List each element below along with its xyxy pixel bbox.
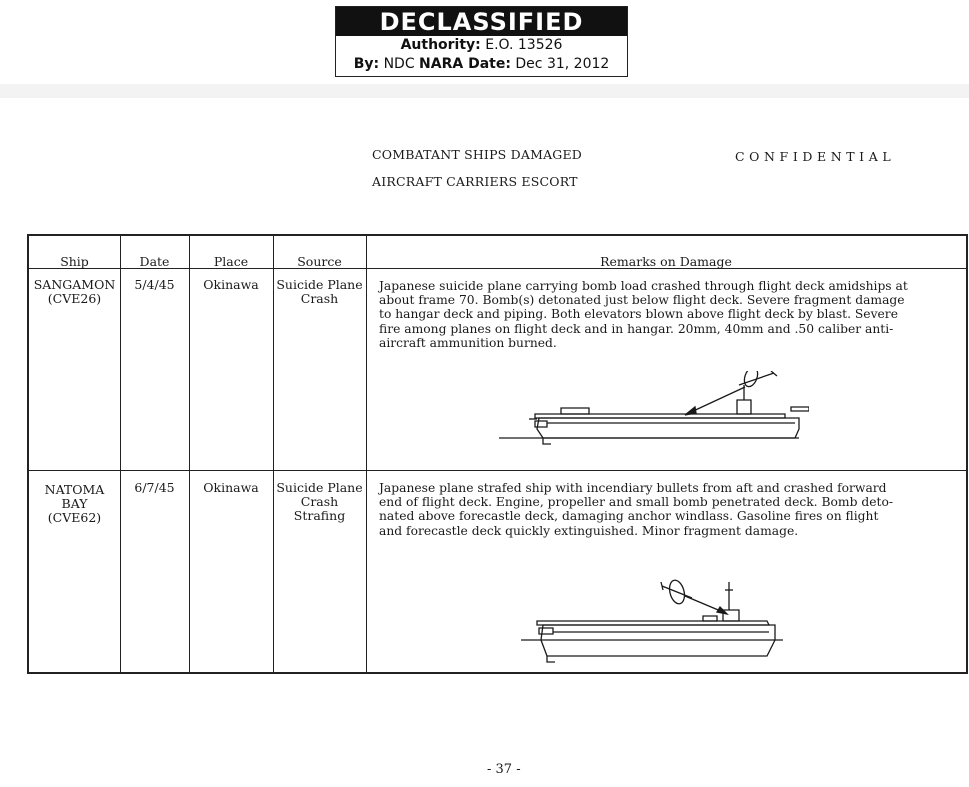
table-row-1-source <box>273 278 366 306</box>
source-line: Crash <box>300 291 339 306</box>
remarks-line: Japanese suicide plane carrying bomb load crashed through flight deck amidships at <box>379 279 908 293</box>
column-divider <box>366 236 367 672</box>
remarks-line: about frame 70. Bomb(s) detonated just below flight deck. Severe fragment damage <box>379 293 905 308</box>
stamp-by-label: By: <box>353 56 380 72</box>
remarks-line: Japanese plane strafed ship with incendiary bullets from aft and crashed forward <box>379 481 887 495</box>
crash-path-arrow <box>685 387 745 415</box>
remarks-line: aircraft ammunition burned. <box>379 335 557 350</box>
remarks-line: end of flight deck. Engine, propeller and small bomb penetrated deck. Bomb deto- <box>379 495 894 510</box>
ship-name: BAY <box>61 496 88 511</box>
stamp-authority-line <box>336 36 627 55</box>
stamp-authority-label: Authority: <box>400 37 481 53</box>
stamp-nara-value: Dec 31, 2012 <box>515 56 610 72</box>
remarks-line: and forecastle deck quickly extinguished. Minor fragment damage. <box>379 523 799 538</box>
column-header-ship: Ship <box>60 254 89 269</box>
source-line: Strafing <box>293 508 346 523</box>
page-number: - 37 - <box>487 762 521 777</box>
classification-label: CONFIDENTIAL <box>735 149 896 164</box>
table-row-2-ship <box>29 483 120 525</box>
column-divider <box>189 236 190 672</box>
stamp-nara-label: NARA Date: <box>419 56 511 72</box>
aft-gallery <box>561 408 589 414</box>
island <box>737 400 751 414</box>
table-row-1-date: 5/4/45 <box>134 277 175 292</box>
stamp-by-line <box>336 55 627 74</box>
attacking-plane-icon <box>739 371 777 388</box>
column-header-source: Source <box>297 254 342 269</box>
ship-hull-number: (CVE26) <box>47 291 102 306</box>
stamp-authority-value: E.O. 13526 <box>485 37 563 53</box>
table-row-2-place: Okinawa <box>203 480 259 495</box>
ship-name: SANGAMON <box>33 277 116 292</box>
natoma-bay-damage-diagram <box>517 576 787 666</box>
rudder <box>547 656 555 662</box>
forward-gallery <box>703 616 717 621</box>
source-line: Suicide Plane <box>276 277 363 292</box>
rudder <box>543 438 551 444</box>
column-divider <box>120 236 121 672</box>
header-line-1: COMBATANT SHIPS DAMAGED <box>372 147 583 162</box>
crash-path-arrow <box>685 596 727 614</box>
remarks-line: nated above forecastle deck, damaging anchor windlass. Gasoline fires on flight <box>379 509 879 524</box>
table-row-1-place: Okinawa <box>203 277 259 292</box>
damage-table <box>27 234 968 674</box>
remarks-line: to hangar deck and piping. Both elevators blown above flight deck by blast. Severe <box>379 307 898 322</box>
declassified-stamp <box>335 6 628 77</box>
scan-band <box>0 84 969 98</box>
table-row-1-ship <box>29 278 120 306</box>
remarks-line: fire among planes on flight deck and in hangar. 20mm, 40mm and .50 caliber anti- <box>379 321 894 336</box>
table-row-2-date: 6/7/45 <box>134 480 175 495</box>
table-row-1-remarks <box>379 279 964 350</box>
table-row-2-remarks <box>379 481 964 538</box>
sangamon-damage-diagram <box>499 371 809 453</box>
stamp-title: DECLASSIFIED <box>336 7 627 36</box>
stamp-by-value: NDC <box>383 56 415 72</box>
ship-hull-number: (CVE62) <box>47 510 102 525</box>
header-line-2: AIRCRAFT CARRIERS ESCORT <box>372 174 578 189</box>
column-header-date: Date <box>139 254 170 269</box>
table-row-2-source <box>273 481 366 523</box>
attacking-plane-icon <box>661 579 692 606</box>
stern-platform <box>539 628 553 634</box>
source-line: Crash <box>300 494 339 509</box>
source-line: Suicide Plane <box>276 480 363 495</box>
hull <box>537 418 799 438</box>
row-divider <box>29 470 966 471</box>
stern-platform <box>535 421 547 427</box>
column-header-remarks: Remarks on Damage <box>600 254 732 269</box>
bow-platform <box>791 407 809 411</box>
ship-name: NATOMA <box>44 482 105 497</box>
column-header-place: Place <box>213 254 249 269</box>
